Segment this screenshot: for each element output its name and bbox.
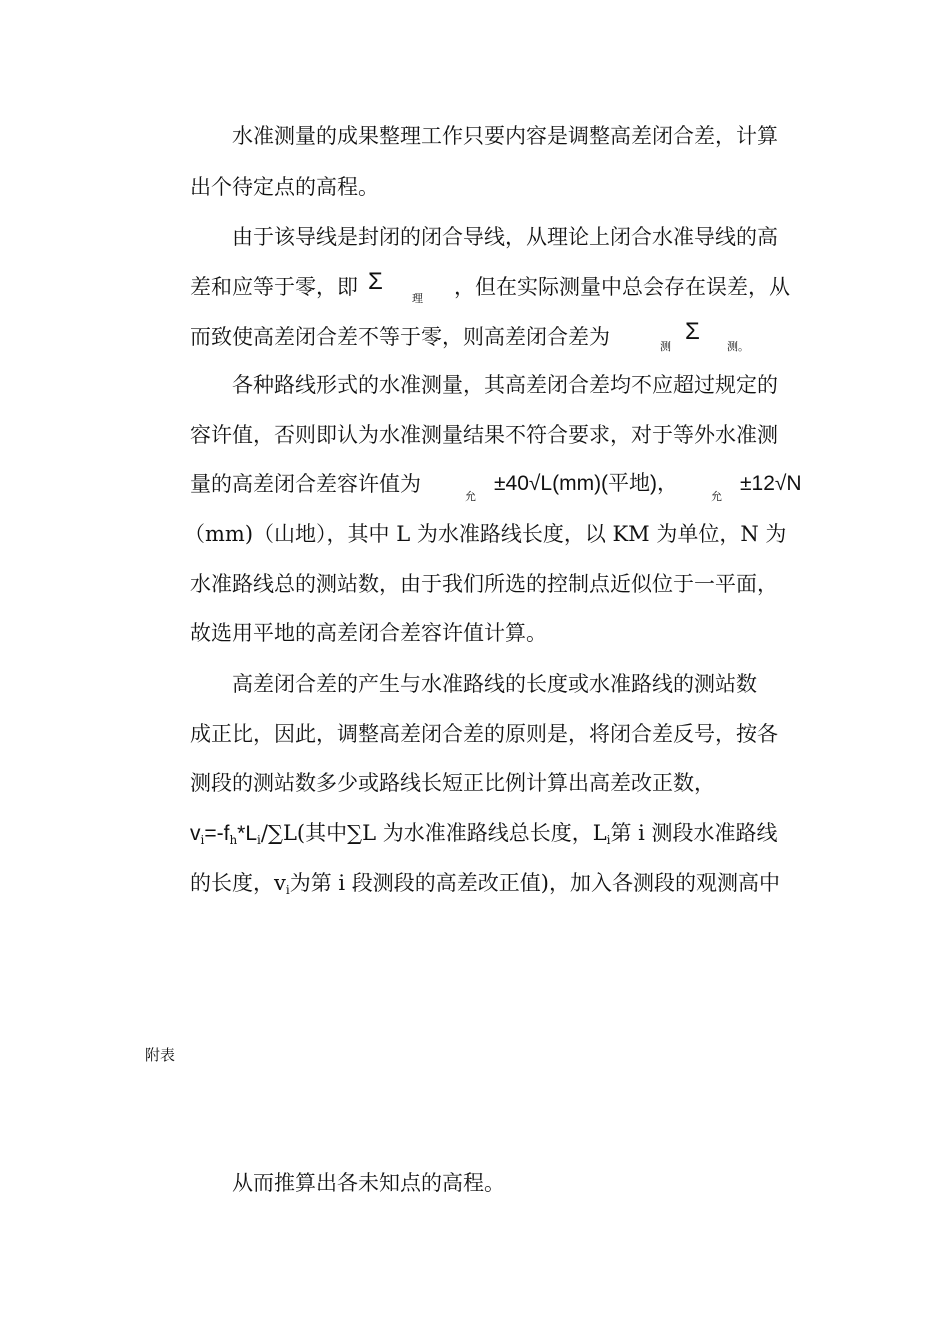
p3-line1: 各种路线形式的水准测量，其高差闭合差均不应超过规定的 — [232, 373, 778, 397]
formula-sub-i-3: i — [606, 833, 611, 847]
p4-line1: 高差闭合差的产生与水准路线的长度或水准路线的测站数 — [232, 672, 757, 696]
p3-line2: 容许值，否则即认为水准测量结果不符合要求，对于等外水准测 — [190, 423, 778, 447]
p4-line2: 成正比，因此，调整高差闭合差的原则是，将闭合差反号，按各 — [190, 722, 778, 746]
p3-line3a: 量的高差闭合差容许值为 — [190, 472, 421, 496]
sigma-symbol-2: Σ — [685, 318, 700, 345]
formula-sub-h: h — [229, 833, 238, 847]
formula-v: v — [190, 822, 201, 845]
p2-line3a: 而致使高差闭合差不等于零，则高差闭合差为 — [190, 325, 610, 349]
formula-rest: /∑L(其中∑L 为水准准路线总长度，L — [260, 821, 607, 845]
formula-sub-i-2: i — [257, 833, 261, 847]
subscript-measured-2: 测。 — [727, 340, 749, 353]
formula-mountain: ±12√N — [740, 472, 802, 495]
p3-line5: 水准路线总的测站数，由于我们所选的控制点近似位于一平面， — [190, 572, 778, 596]
subscript-measured-1: 测 — [660, 340, 671, 353]
p4-line5b: 为第 i 段测段的高差改正值)，加入各测段的观测高中 — [289, 871, 780, 895]
formula-flat: ±40√L(mm)(平地)， — [494, 472, 679, 495]
formula-eq: =-f — [204, 822, 230, 845]
p2-line1: 由于该导线是封闭的闭合导线，从理论上闭合水准导线的高 — [232, 225, 778, 249]
conclusion: 从而推算出各未知点的高程。 — [232, 1171, 505, 1195]
p3-line4: （mm)（山地），其中 L 为水准路线长度，以 KM 为单位，N 为 — [184, 522, 787, 546]
formula-sub-i-4: i — [285, 883, 290, 897]
formula-sub-i: i — [200, 833, 205, 847]
p4-line5 — [190, 870, 780, 903]
p4-line5a: 的长度，v — [190, 871, 286, 895]
subscript-theory: 理 — [412, 292, 423, 305]
p2-line2a: 差和应等于零，即 — [190, 275, 358, 299]
p1-line2: 出个待定点的高程。 — [190, 175, 379, 199]
p2-line2b: ，但在实际测量中总会存在误差，从 — [454, 275, 790, 299]
formula-star: *L — [237, 822, 258, 845]
p1-line1: 水准测量的成果整理工作只要内容是调整高差闭合差，计算 — [232, 124, 778, 148]
sigma-symbol-1: Σ — [368, 268, 383, 295]
formula-rest2: 第 i 测段水准路线 — [610, 821, 778, 845]
subscript-allow-1: 允 — [465, 490, 476, 503]
correction-formula-line — [190, 820, 778, 853]
p3-line6: 故选用平地的高差闭合差容许值计算。 — [190, 621, 547, 645]
p4-line3: 测段的测站数多少或路线长短正比例计算出高差改正数， — [190, 771, 715, 795]
table-label: 附表 — [145, 1046, 176, 1064]
subscript-allow-2: 允 — [711, 490, 722, 503]
